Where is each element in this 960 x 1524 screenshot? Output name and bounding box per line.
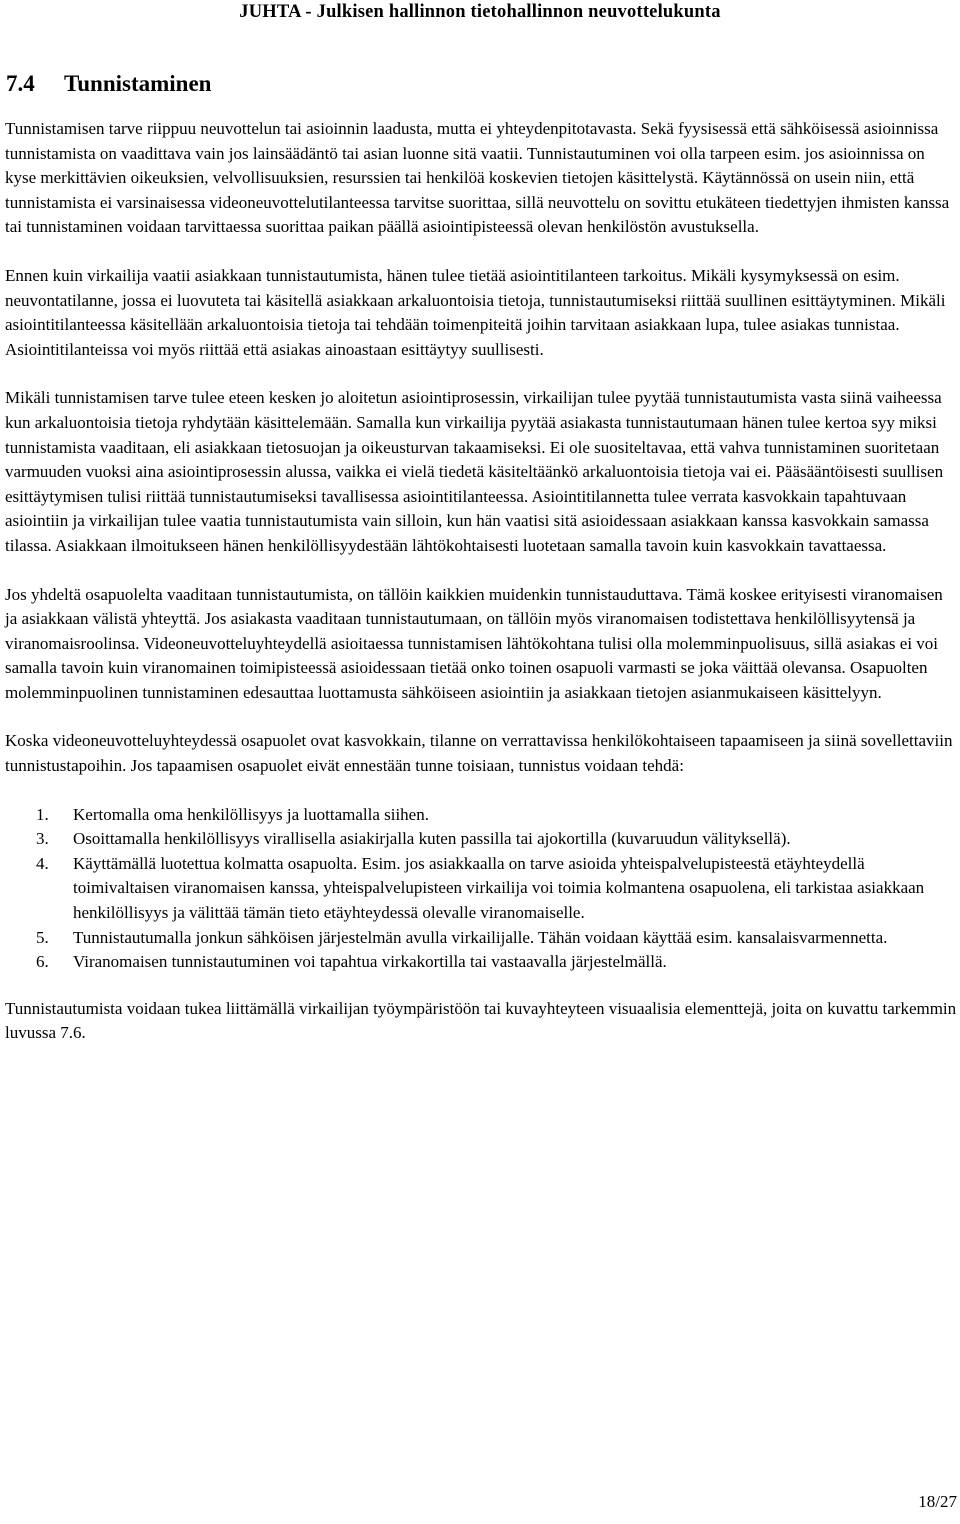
list-item-text: Käyttämällä luotettua kolmatta osapuolta. Esim. jos asiakkaalla on tarve asioida yhteispalvelupisteestä etäyhteydellä toimivaltaisen viranomaisen kanssa, yhteispalvelupisteen virkailija voi toimia kolmantena osapuolena, eli tarkistaa asiakkaan henkilöllisyys ja välittää tämän tieto etäyhteydessä olevalle viranomaiselle. — [73, 853, 925, 923]
document-header: JUHTA - Julkisen hallinnon tietohallinnon neuvottelukunta — [239, 2, 721, 22]
list-item-text: Tunnistautumalla jonkun sähköisen järjestelmän avulla virkailijalle. Tähän voidaan käyttää esim. kansalaisvarmennetta. — [73, 927, 888, 947]
list-item-text: Viranomaisen tunnistautuminen voi tapahtua virkakortilla tai vastaavalla järjestelmällä. — [73, 952, 667, 972]
paragraph-5: Koska videoneuvotteluyhteydessä osapuolet ovat kasvokkain, tilanne on verrattavissa henkilökohtaiseen tapaamiseen ja siinä sovellettaviin tunnistustapoihin. Jos tapaamisen osapuolet eivät ennestään tunne toisiaan, tunnistus voidaan tehdä: — [5, 731, 953, 776]
list-item-number: 5. — [36, 927, 49, 947]
list-item-number: 3. — [36, 829, 49, 849]
identification-methods-list — [5, 803, 957, 975]
document-body — [5, 117, 957, 1070]
list-item-text: Osoittamalla henkilöllisyys virallisella asiakirjalla kuten passilla tai ajokortilla (kuvaruudun välityksellä). — [73, 829, 791, 849]
closing-paragraph: Tunnistautumista voidaan tukea liittämällä virkailijan työympäristöön tai kuvayhteyteen visuaalisia elementtejä, joita on kuvattu tarkemmin luvussa 7.6. — [5, 998, 957, 1043]
paragraph-3: Mikäli tunnistamisen tarve tulee eteen kesken jo aloitetun asiointiprosessin, virkailijan tulee pyytää tunnistautumista vasta siinä vaiheessa kun arkaluontoisia tietoja ryhdytään käsittelemään. Samalla kun virkailija pyytää asiakasta tunnistautumaan hänen tulee kertoa syy miksi tunnistamista vaaditaan, eli asiakkaan tietosuojan ja oikeusturvan takaamiseksi. Ei ole suositeltavaa, että vahva tunnistaminen suoritetaan varmuuden vuoksi aina asiointiprosessin alussa, vaikka ei vielä tiedetä käsiteltäänkö arkaluontoisia tietoja vai ei. Pääsääntöisesti suullisen esittäytymisen tulisi riittää tunnistautumiseksi tavallisessa asiointitilanteessa. Asiointitilannetta tulee verrata kasvokkain tapahtuvaan asiointiin ja virkailijan tulee vaatia tunnistautumista vain silloin, kun hän vaatisi sitä asioidessaan asiakkaan kanssa kasvokkain samassa tilassa. Asiakkaan ilmoitukseen hänen henkilöllisyydestään lähtökohtaisesti luotetaan samalla tavoin kuin kasvokkain tavattaessa. — [5, 388, 944, 555]
paragraph-1: Tunnistamisen tarve riippuu neuvottelun tai asioinnin laadusta, mutta ei yhteydenpitotavasta. Sekä fyysisessä että sähköisessä asioinnissa tunnistamista on vaadittava vain jos lainsäädäntö tai asian luonne sitä vaatii. Tunnistautuminen voi olla tarpeen esim. jos asioinnissa on kyse merkittävien oikeuksien, velvollisuuksien, resurssien tai henkilöä koskevien tietojen käsittelystä. Käytännössä on usein niin, että tunnistamista ei varsinaisessa videoneuvottelutilanteessa tarvitse suorittaa, sillä neuvottelu on sovittu etukäteen tiedettyjen ihmisten kanssa tai tunnistaminen voidaan tarvittaessa suorittaa paikan päällä asiointipisteessä olevan henkilöstön avustuksella. — [5, 119, 950, 237]
list-item-number: 6. — [36, 952, 49, 972]
list-item-number: 4. — [36, 853, 49, 873]
list-item — [5, 852, 957, 926]
list-item — [5, 950, 957, 975]
section-title: Tunnistaminen — [64, 71, 212, 96]
list-item-number: 1. — [36, 804, 49, 824]
section-number: 7.4 — [6, 71, 35, 96]
section-heading — [6, 70, 211, 98]
list-item — [5, 803, 957, 828]
list-item — [5, 926, 957, 951]
paragraph-4: Jos yhdeltä osapuolelta vaaditaan tunnistautumista, on tällöin kaikkien muidenkin tunnistauduttava. Tämä koskee erityisesti viranomaisen ja asiakkaan välistä yhteyttä. Jos asiakasta vaaditaan tunnistautumaan, on tällöin myös viranomaisen todistettava henkilöllisyytensä ja viranomaisroolinsa. Videoneuvotteluyhteydellä asioitaessa tunnistamisen lähtökohtana tulisi olla molemminpuolisuus, sillä asiakas ei voi samalla tavoin kuin viranomainen toimipisteessä asioidessaan tietää onko toinen osapuoli varmasti se joka väittää olevansa. Osapuolten molemminpuolinen tunnistaminen edesauttaa luottamusta sähköiseen asiointiin ja asiakkaan tietojen asianmukaiseen käsittelyyn. — [5, 584, 943, 702]
page-number: 18/27 — [918, 1492, 957, 1511]
list-item — [5, 827, 957, 852]
paragraph-2: Ennen kuin virkailija vaatii asiakkaan tunnistautumista, hänen tulee tietää asiointitilanteen tarkoitus. Mikäli kysymyksessä on esim. neuvontatilanne, jossa ei luovuteta tai käsitellä asiakkaan arkaluontoisia tietoja, tunnistautumiseksi riittää suullinen esittäytyminen. Mikäli asiointitilanteessa käsitellään arkaluontoisia tietoja tai tehdään toimenpiteitä joihin tarvitaan asiakkaan lupa, tulee asiakas tunnistaa. Asiointitilanteissa voi myös riittää että asiakas ainoastaan esittäytyy suullisesti. — [5, 265, 946, 359]
list-item-text: Kertomalla oma henkilöllisyys ja luottamalla siihen. — [73, 804, 429, 824]
